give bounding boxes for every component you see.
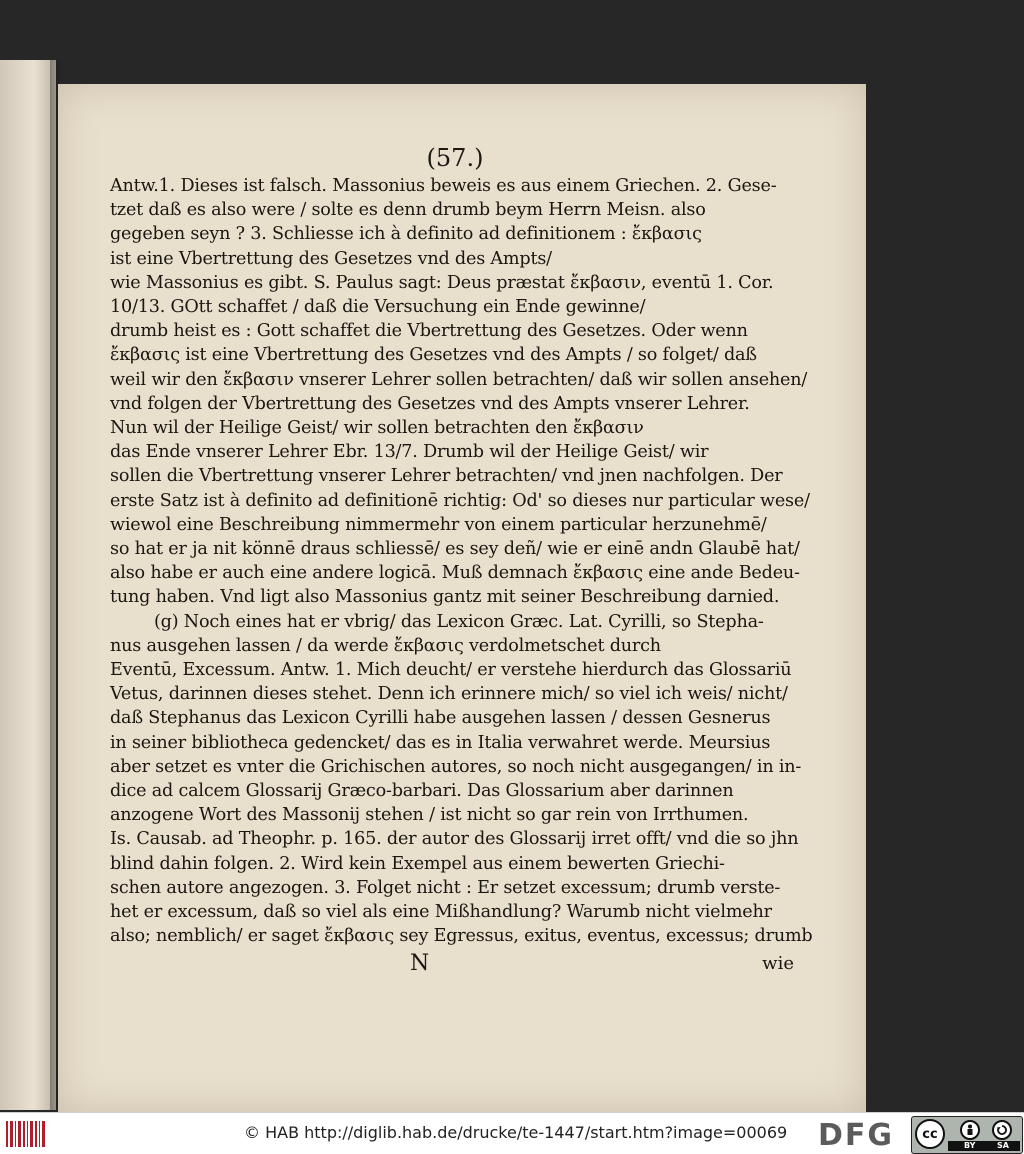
text-line: daß Stephanus das Lexicon Cyrilli habe ausgehen lassen / dessen Gesnerus — [110, 708, 771, 729]
license-by-label: BY — [964, 1141, 976, 1150]
text-line: het er excessum, daß so viel als eine Mißhandlung? Warumb nicht vielmehr — [110, 902, 772, 923]
text-line: also habe er auch eine andere logicā. Muß demnach ἔκβασις eine ande Bedeu- — [110, 563, 800, 584]
text-line: aber setzet es vnter die Grichischen autores, so noch nicht ausgegangen/ in in- — [110, 756, 802, 777]
text-line: 10/13. GOtt schaffet / daß die Versuchung ein Ende gewinne/ — [110, 297, 646, 318]
text-line: dice ad calcem Glossarij Græco-barbari. Das Glossarium aber darinnen — [110, 781, 734, 802]
text-line: das Ende vnserer Lehrer Ebr. 13/7. Drumb wil der Heilige Geist/ wir — [110, 442, 709, 463]
text-line: tung haben. Vnd ligt also Massonius gantz mit seiner Beschreibung darnied. — [110, 587, 780, 608]
text-line: ist eine Vbertrettung des Gesetzes vnd des Ampts/ — [110, 248, 552, 269]
page-footer-row — [110, 951, 800, 977]
text-line: weil wir den ἔκβασιν vnserer Lehrer sollen betrachten/ daß wir sollen ansehen/ — [110, 369, 808, 390]
text-line: sollen die Vbertrettung vnserer Lehrer betrachten/ vnd jnen nachfolgen. Der — [110, 466, 783, 487]
text-line: also; nemblich/ er saget ἔκβασις sey Egressus, exitus, eventus, excessus; drumb — [110, 926, 813, 947]
book-page — [58, 84, 866, 1112]
text-line: ἔκβασις ist eine Vbertrettung des Gesetzes vnd des Ampts / so folget/ daß — [110, 345, 757, 366]
text-line: tzet daß es also were / solte es denn drumb beym Herrn Meisn. also — [110, 200, 706, 221]
text-line: Nun wil der Heilige Geist/ wir sollen betrachten den ἔκβασιν — [110, 418, 644, 439]
text-line: Antw.1. Dieses ist falsch. Massonius beweis es aus einem Griechen. 2. Gese- — [110, 176, 777, 196]
dfg-logo: DFG — [818, 1118, 895, 1153]
text-line: blind dahin folgen. 2. Wird kein Exempel aus einem bewerten Griechi- — [110, 853, 725, 874]
text-line: Vetus, darinnen dieses stehet. Denn ich erinnere mich/ so viel ich weis/ nicht/ — [110, 684, 788, 705]
source-link[interactable]: © HAB http://diglib.hab.de/drucke/te-1447/start.htm?image=00069 — [244, 1123, 788, 1142]
text-line: Eventū, Excessum. Antw. 1. Mich deucht/ er verstehe hierdurch das Glossariū — [110, 660, 792, 681]
text-line: drumb heist es : Gott schaffet die Vbertrettung des Gesetzes. Oder wenn — [110, 321, 748, 342]
text-lines — [110, 174, 813, 949]
left-page-edge — [0, 60, 56, 1110]
cc-license-badge[interactable] — [911, 1116, 1023, 1154]
text-line: vnd folgen der Vbertrettung des Gesetzes vnd des Ampts vnserer Lehrer. — [110, 393, 750, 414]
text-line: anzogene Wort des Massonij stehen / ist nicht so gar rein von Irrthumen. — [110, 805, 749, 826]
library-barcode-icon — [6, 1121, 50, 1147]
signature-mark: N — [410, 950, 430, 976]
text-line: Is. Causab. ad Theophr. p. 165. der autor des Glossarij irret offt/ vnd die so jhn — [110, 829, 799, 850]
cc-icon: cc — [915, 1119, 945, 1149]
page-number: (57.) — [426, 144, 484, 172]
license-sa-label: SA — [997, 1141, 1009, 1150]
text-line: wiewol eine Beschreibung nimmermehr von einem particular herzunehmē/ — [110, 514, 767, 535]
by-person-icon — [960, 1120, 980, 1140]
text-line: gegeben seyn ? 3. Schliesse ich à definito ad definitionem : ἔκβασις — [110, 224, 702, 245]
share-alike-icon — [992, 1120, 1012, 1140]
license-band — [948, 1141, 1020, 1151]
text-line: in seiner bibliotheca gedencket/ das es in Italia verwahret werde. Meursius — [110, 732, 771, 753]
text-line: erste Satz ist à definito ad definitionē richtig: Od' so dieses nur particular wese/ — [110, 490, 810, 511]
text-line: schen autore angezogen. 3. Folget nicht : Er setzet excessum; drumb verste- — [110, 877, 781, 898]
text-line: nus ausgehen lassen / da werde ἔκβασις verdolmetschet durch — [110, 635, 661, 656]
catchword: wie — [762, 952, 794, 974]
page-text-block — [110, 144, 813, 977]
footer-bar — [0, 1112, 1024, 1154]
text-line: wie Massonius es gibt. S. Paulus sagt: Deus præstat ἔκβασιν, eventū 1. Cor. — [110, 272, 774, 293]
text-line: (g) Noch eines hat er vbrig/ das Lexicon Græc. Lat. Cyrilli, so Stepha- — [154, 611, 764, 632]
text-line: so hat er ja nit könnē draus schliessē/ es sey deñ/ wie er einē andn Glaubē hat/ — [110, 539, 800, 560]
